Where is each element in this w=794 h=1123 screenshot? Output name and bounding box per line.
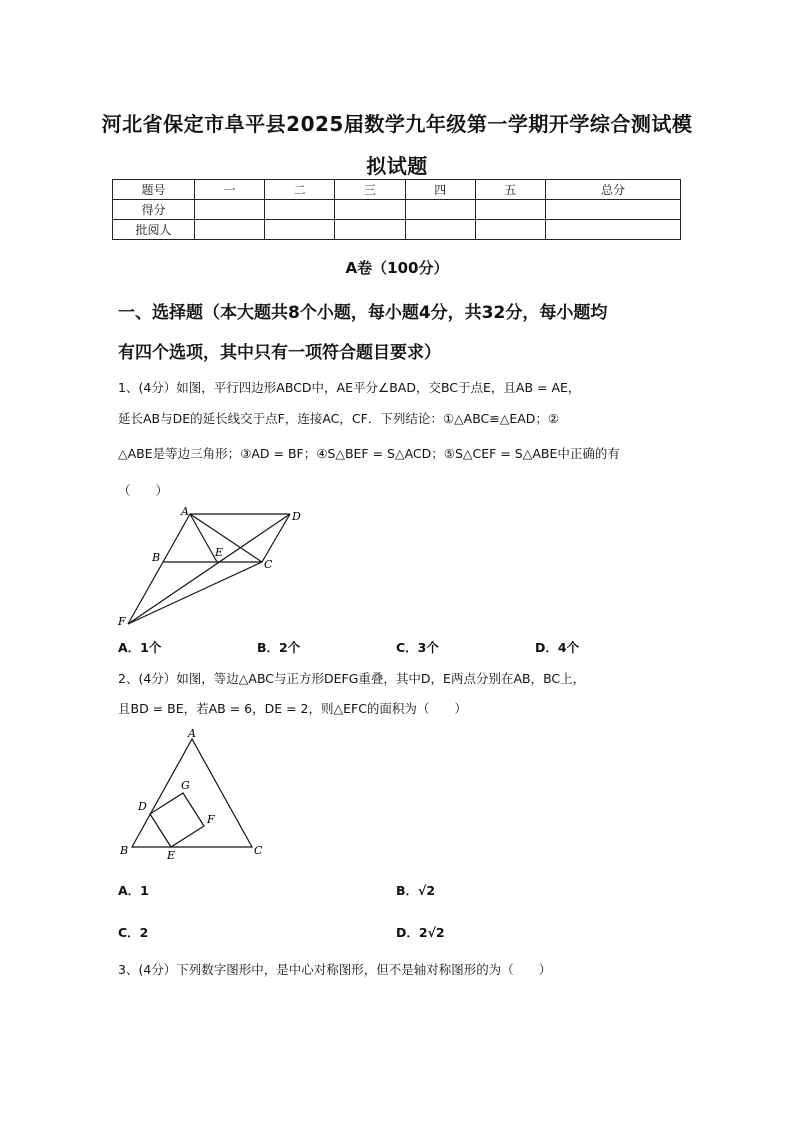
q1-option-c: C．3个	[396, 640, 439, 655]
score-table-row	[113, 220, 681, 240]
q1-label-D: D	[292, 510, 301, 523]
score-row-label: 批阅人	[113, 220, 195, 240]
q3-line1: 3、(4分）下列数字图形中，是中心对称图形，但不是轴对称图形的为（ ）	[118, 962, 552, 977]
q2-label-E: E	[167, 849, 176, 862]
q2-label-G: G	[181, 779, 190, 792]
exam-title-line1: 河北省保定市阜平县2025届数学九年级第一学期开学综合测试模	[101, 112, 693, 136]
score-cell	[475, 220, 545, 240]
q2-line2: 且BD = BE，若AB = 6，DE = 2，则△EFC的面积为（ ）	[118, 701, 467, 716]
q2-label-A: A	[188, 727, 196, 740]
q1-option-a: A．1个	[118, 640, 162, 655]
q2-label-F: F	[207, 813, 215, 826]
section-heading: A卷（100分）	[345, 259, 449, 277]
q2-line1: 2、(4分）如图，等边△ABC与正方形DEFG重叠，其中D，E两点分别在AB，BC上，	[118, 671, 586, 686]
q1-line2: 延长AB与DE的延长线交于点F，连接AC，CF．下列结论：①△ABC≌△EAD；②	[118, 411, 560, 426]
score-header-cell: 题号	[113, 180, 195, 200]
q1-figure-parallelogram	[112, 503, 312, 633]
q2-label-C: C	[254, 844, 263, 857]
q1-label-C: C	[264, 558, 273, 571]
q1-label-E: E	[215, 546, 224, 559]
score-table-row	[113, 200, 681, 220]
q2-option-c: C．2	[118, 925, 149, 940]
score-cell	[335, 200, 405, 220]
q1-option-b: B．2个	[257, 640, 301, 655]
score-cell	[265, 220, 335, 240]
score-header-cell: 总分	[546, 180, 681, 200]
score-cell	[405, 200, 475, 220]
score-cell	[546, 220, 681, 240]
q2-label-B: B	[120, 844, 129, 857]
score-header-cell: 二	[265, 180, 335, 200]
score-cell	[546, 200, 681, 220]
score-cell	[265, 200, 335, 220]
score-header-cell: 四	[405, 180, 475, 200]
score-cell	[335, 220, 405, 240]
q1-option-d: D．4个	[535, 640, 580, 655]
score-cell	[475, 200, 545, 220]
q1-label-B: B	[152, 551, 161, 564]
score-cell	[195, 220, 265, 240]
score-header-cell: 一	[195, 180, 265, 200]
q2-option-b: B．√2	[396, 883, 436, 898]
q1-label-A: A	[181, 505, 189, 518]
q2-figure-triangle-square	[112, 726, 282, 864]
score-table-header-row	[113, 180, 681, 200]
score-cell	[195, 200, 265, 220]
score-header-cell: 五	[475, 180, 545, 200]
score-row-label: 得分	[113, 200, 195, 220]
part1-heading-line1: 一、选择题（本大题共8个小题，每小题4分，共32分，每小题均	[118, 303, 608, 323]
q1-line1: 1、(4分）如图，平行四边形ABCD中，AE平分∠BAD，交BC于点E，且AB = AE，	[118, 380, 581, 395]
score-cell	[405, 220, 475, 240]
q1-paren: （ ）	[118, 483, 169, 498]
score-table	[112, 179, 681, 240]
q2-option-a: A．1	[118, 883, 149, 898]
q1-label-F: F	[118, 615, 126, 628]
q2-option-d: D．2√2	[396, 925, 445, 940]
exam-title-line2: 拟试题	[366, 154, 428, 178]
q2-label-D: D	[138, 800, 147, 813]
part1-heading-line2: 有四个选项，其中只有一项符合题目要求）	[118, 343, 441, 363]
q1-line3: △ABE是等边三角形；③AD = BF；④S△BEF = S△ACD；⑤S△CEF = S△ABE中正确的有	[118, 446, 620, 461]
score-header-cell: 三	[335, 180, 405, 200]
